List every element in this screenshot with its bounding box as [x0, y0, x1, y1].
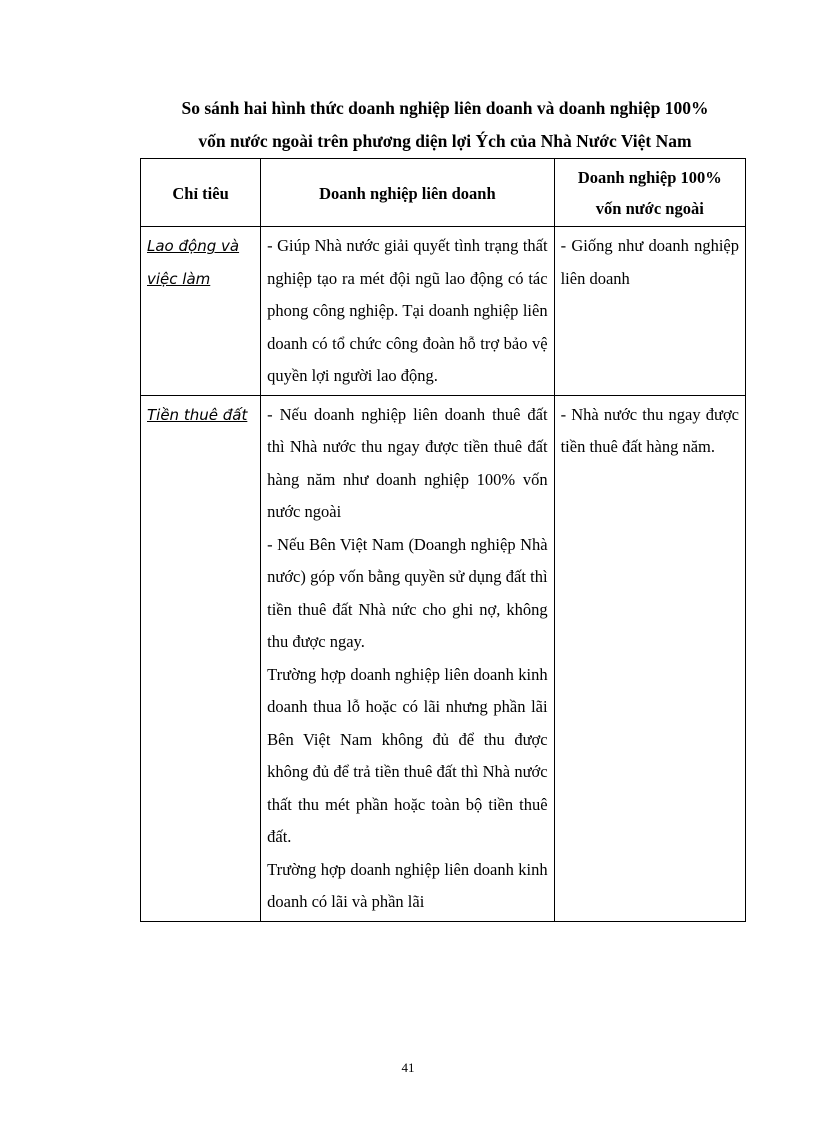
paragraph: - Nếu Bên Việt Nam (Doangh nghiệp Nhà nước) góp vốn bằng quyền sử dụng đất thì tiền thuê đất Nhà nức cho ghi nợ, không thu được ngay.	[267, 534, 548, 651]
header-criteria: Chỉ tiêu	[141, 159, 261, 227]
header-foreign-owned	[554, 159, 745, 227]
table-row	[141, 395, 746, 921]
criterion-line2: việc làm	[147, 269, 211, 288]
header-foreign-owned-line2: vốn nước ngoài	[595, 199, 704, 218]
header-foreign-owned-line1: Doanh nghiệp 100%	[577, 168, 722, 187]
joint-venture-cell	[261, 227, 554, 396]
paragraph: - Giúp Nhà nước giải quyết tình trạng thất nghiệp tạo ra mét đội ngũ lao động có tác phong công nghiệp. Tại doanh nghiệp liên doanh có tổ chức công đoàn hỗ trợ bảo vệ quyền lợi người lao động.	[267, 236, 548, 385]
paragraph: - Nếu doanh nghiệp liên doanh thuê đất thì Nhà nước thu ngay được tiền thuê đất hàng năm như doanh nghiệp 100% vốn nước ngoài	[267, 404, 548, 521]
page-number: 41	[401, 1060, 415, 1075]
criterion-line1: Tiền thuê đất	[147, 405, 248, 424]
table-header-row	[141, 159, 746, 227]
title-line-1: So sánh hai hình thức doanh nghiệp liên doanh và doanh nghiệp 100%	[181, 98, 709, 118]
foreign-owned-cell: - Giống như doanh nghiệp liên doanh	[554, 227, 745, 396]
foreign-owned-cell: - Nhà nước thu ngay được tiền thuê đất hàng năm.	[554, 395, 745, 921]
title-line-2: vốn nước ngoài trên phương diện lợi Ých của Nhà Nước Việt Nam	[198, 131, 692, 151]
comparison-table	[140, 158, 746, 922]
criterion-line1: Lao động và	[147, 237, 240, 255]
joint-venture-cell	[261, 395, 554, 921]
table-row	[141, 227, 746, 396]
criterion-cell	[141, 227, 261, 396]
criterion-cell	[141, 395, 261, 921]
page-title	[100, 92, 790, 158]
paragraph: Trường hợp doanh nghiệp liên doanh kinh doanh thua lỗ hoặc có lãi nhưng phần lãi Bên Việt Nam không đủ để thu được không đủ để trả tiền thuê đất thì Nhà nước thất thu mét phần hoặc toàn bộ tiền thuê đất.	[267, 664, 548, 846]
header-joint-venture: Doanh nghiệp liên doanh	[261, 159, 554, 227]
paragraph: Trường hợp doanh nghiệp liên doanh kinh doanh có lãi và phần lãi	[267, 859, 548, 911]
